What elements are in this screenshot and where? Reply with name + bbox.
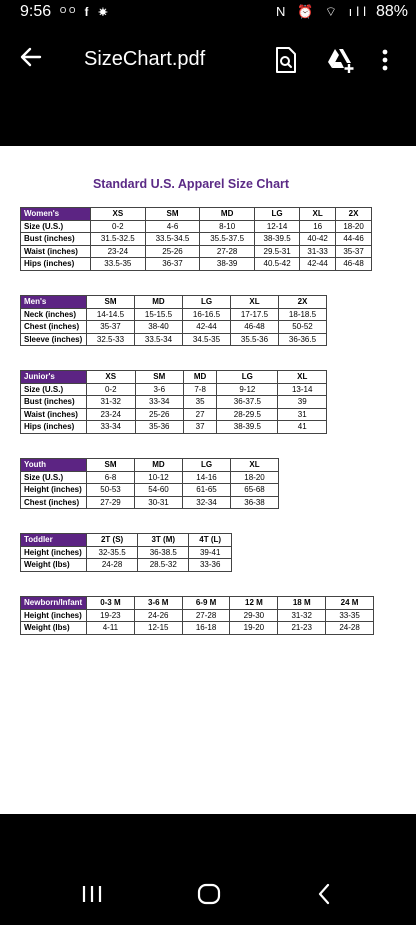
table-header xyxy=(21,208,372,221)
row-label: Height (inches) xyxy=(21,609,87,622)
table-cell: 33.5-35 xyxy=(91,258,146,271)
table-cell: 16-18 xyxy=(182,622,230,635)
status-bar xyxy=(0,0,416,28)
row-label: Size (U.S.) xyxy=(21,383,87,396)
table-row xyxy=(21,546,232,559)
row-label: Bust (inches) xyxy=(21,233,91,246)
row-label: Hips (inches) xyxy=(21,258,91,271)
table-cell: 29.5-31 xyxy=(254,245,299,258)
navigation-bar xyxy=(0,866,416,924)
table-header-row xyxy=(21,597,374,610)
column-header: 12 M xyxy=(230,597,278,610)
table-cell: 42-44 xyxy=(300,258,336,271)
table-cell: 50-52 xyxy=(279,321,327,334)
column-header: 2T (S) xyxy=(87,534,138,547)
table-header xyxy=(21,597,374,610)
table-cell: 32-34 xyxy=(183,496,231,509)
column-header: 0-3 M xyxy=(87,597,135,610)
table-cell: 6-8 xyxy=(87,471,135,484)
table-cell: 7-8 xyxy=(184,383,217,396)
table-cell: 38-39.5 xyxy=(217,421,278,434)
size-table-toddler xyxy=(20,533,232,572)
table-row xyxy=(21,396,327,409)
table-category: Youth xyxy=(21,459,87,472)
table-cell: 39-41 xyxy=(189,546,232,559)
table-row xyxy=(21,421,327,434)
document-title: SizeChart.pdf xyxy=(84,48,206,70)
row-label: Waist (inches) xyxy=(21,245,91,258)
table-cell: 24-28 xyxy=(326,622,374,635)
table-cell: 46-48 xyxy=(336,258,372,271)
table-cell: 18-20 xyxy=(231,471,279,484)
table-cell: 14-16 xyxy=(183,471,231,484)
table-cell: 10-12 xyxy=(135,471,183,484)
column-header: 24 M xyxy=(326,597,374,610)
table-cell: 27-28 xyxy=(182,609,230,622)
table-cell: 40.5-42 xyxy=(254,258,299,271)
column-header: LG xyxy=(183,459,231,472)
table-header xyxy=(21,534,232,547)
table-cell: 36-38.5 xyxy=(138,546,189,559)
row-label: Waist (inches) xyxy=(21,408,87,421)
table-cell: 35 xyxy=(184,396,217,409)
table-cell: 33-34 xyxy=(87,421,136,434)
table-body xyxy=(21,383,327,433)
table-cell: 38-40 xyxy=(135,321,183,334)
table-cell: 24-28 xyxy=(87,559,138,572)
table-cell: 35-37 xyxy=(336,245,372,258)
table-row xyxy=(21,496,279,509)
table-cell: 34.5-35 xyxy=(183,333,231,346)
table-row xyxy=(21,609,374,622)
table-cell: 31-32 xyxy=(87,396,136,409)
size-table-youth xyxy=(20,458,279,509)
table-header-row xyxy=(21,208,372,221)
table-row xyxy=(21,559,232,572)
size-table-womens xyxy=(20,207,372,271)
table-body xyxy=(21,609,374,634)
column-header: SM xyxy=(145,208,200,221)
table-body xyxy=(21,471,279,509)
table-cell: 35-36 xyxy=(135,421,184,434)
table-cell: 61-65 xyxy=(183,484,231,497)
table-cell: 3-6 xyxy=(135,383,184,396)
pdf-page xyxy=(0,146,416,814)
table-header-row xyxy=(21,296,327,309)
table-cell: 16-16.5 xyxy=(183,308,231,321)
table-row xyxy=(21,333,327,346)
table-cell: 39 xyxy=(278,396,327,409)
size-chart-title: Standard U.S. Apparel Size Chart xyxy=(92,177,290,191)
table-cell: 8-10 xyxy=(200,220,255,233)
app-bar xyxy=(0,34,416,88)
column-header: MD xyxy=(184,371,217,384)
search-document-icon[interactable] xyxy=(274,46,302,74)
table-cell: 4-11 xyxy=(87,622,135,635)
column-header: 2X xyxy=(336,208,372,221)
row-label: Height (inches) xyxy=(21,484,87,497)
table-category: Women's xyxy=(21,208,91,221)
table-row xyxy=(21,321,327,334)
system-status-icons: N ⏰ ⌔ ıll xyxy=(275,4,370,19)
table-cell: 16 xyxy=(300,220,336,233)
table-cell: 38-39 xyxy=(200,258,255,271)
row-label: Weight (lbs) xyxy=(21,622,87,635)
table-cell: 13-14 xyxy=(278,383,327,396)
column-header: MD xyxy=(200,208,255,221)
table-cell: 27 xyxy=(184,408,217,421)
table-cell: 27-29 xyxy=(87,496,135,509)
table-cell: 9-12 xyxy=(217,383,278,396)
table-header-row xyxy=(21,534,232,547)
table-cell: 35.5-36 xyxy=(231,333,279,346)
table-cell: 31-33 xyxy=(300,245,336,258)
table-header xyxy=(21,371,327,384)
column-header: 2X xyxy=(279,296,327,309)
table-cell: 37 xyxy=(184,421,217,434)
home-icon[interactable] xyxy=(196,874,222,925)
column-header: 6-9 M xyxy=(182,597,230,610)
table-cell: 36-36.5 xyxy=(279,333,327,346)
column-header: 4T (L) xyxy=(189,534,232,547)
table-cell: 35-37 xyxy=(87,321,135,334)
column-header: MD xyxy=(135,459,183,472)
back-nav-icon[interactable] xyxy=(314,874,334,925)
table-cell: 15-15.5 xyxy=(135,308,183,321)
table-cell: 33.5-34.5 xyxy=(145,233,200,246)
column-header: SM xyxy=(135,371,184,384)
column-header: 3-6 M xyxy=(134,597,182,610)
table-cell: 27-28 xyxy=(200,245,255,258)
column-header: LG xyxy=(183,296,231,309)
table-cell: 32.5-33 xyxy=(87,333,135,346)
table-cell: 33.5-34 xyxy=(135,333,183,346)
table-row xyxy=(21,233,372,246)
table-category: Junior's xyxy=(21,371,87,384)
table-cell: 36-37.5 xyxy=(217,396,278,409)
table-cell: 25-26 xyxy=(145,245,200,258)
table-cell: 12-15 xyxy=(134,622,182,635)
table-cell: 12-14 xyxy=(254,220,299,233)
table-cell: 65-68 xyxy=(231,484,279,497)
column-header: SM xyxy=(87,459,135,472)
row-label: Chest (inches) xyxy=(21,321,87,334)
table-cell: 33-34 xyxy=(135,396,184,409)
table-row xyxy=(21,245,372,258)
table-cell: 14-14.5 xyxy=(87,308,135,321)
table-cell: 32-35.5 xyxy=(87,546,138,559)
size-table-juniors xyxy=(20,370,327,434)
table-cell: 25-26 xyxy=(135,408,184,421)
table-header-row xyxy=(21,371,327,384)
table-row xyxy=(21,484,279,497)
recent-apps-icon[interactable] xyxy=(80,874,104,925)
column-header: LG xyxy=(217,371,278,384)
table-row xyxy=(21,220,372,233)
column-header: XL xyxy=(231,459,279,472)
size-table-newborn-infant xyxy=(20,596,374,635)
table-category: Newborn/Infant xyxy=(21,597,87,610)
column-header: XL xyxy=(231,296,279,309)
table-row xyxy=(21,383,327,396)
column-header: XS xyxy=(87,371,136,384)
table-cell: 30-31 xyxy=(135,496,183,509)
column-header: XS xyxy=(91,208,146,221)
column-header: 3T (M) xyxy=(138,534,189,547)
table-row xyxy=(21,258,372,271)
table-cell: 18-20 xyxy=(336,220,372,233)
size-table-mens xyxy=(20,295,327,346)
table-cell: 46-48 xyxy=(231,321,279,334)
table-row xyxy=(21,408,327,421)
table-cell: 31 xyxy=(278,408,327,421)
arrow-left-icon[interactable] xyxy=(18,44,44,75)
row-label: Hips (inches) xyxy=(21,421,87,434)
table-cell: 23-24 xyxy=(91,245,146,258)
table-cell: 19-23 xyxy=(87,609,135,622)
table-cell: 0-2 xyxy=(87,383,136,396)
table-header xyxy=(21,296,327,309)
row-label: Neck (inches) xyxy=(21,308,87,321)
table-cell: 29-30 xyxy=(230,609,278,622)
drive-add-icon[interactable] xyxy=(326,46,354,74)
table-cell: 0-2 xyxy=(91,220,146,233)
row-label: Size (U.S.) xyxy=(21,220,91,233)
column-header: LG xyxy=(254,208,299,221)
table-cell: 23-24 xyxy=(87,408,136,421)
table-cell: 33-35 xyxy=(326,609,374,622)
table-cell: 28-29.5 xyxy=(217,408,278,421)
table-cell: 31.5-32.5 xyxy=(91,233,146,246)
row-label: Chest (inches) xyxy=(21,496,87,509)
table-category: Toddler xyxy=(21,534,87,547)
table-cell: 17-17.5 xyxy=(231,308,279,321)
table-row xyxy=(21,471,279,484)
table-category: Men's xyxy=(21,296,87,309)
table-cell: 40-42 xyxy=(300,233,336,246)
battery-level: 88% xyxy=(375,3,408,20)
table-cell: 38-39.5 xyxy=(254,233,299,246)
table-cell: 36-37 xyxy=(145,258,200,271)
table-body xyxy=(21,308,327,346)
table-cell: 50-53 xyxy=(87,484,135,497)
more-vert-icon[interactable] xyxy=(380,46,408,74)
table-row xyxy=(21,308,327,321)
status-time: 9:56 xyxy=(20,3,52,20)
table-cell: 42-44 xyxy=(183,321,231,334)
row-label: Bust (inches) xyxy=(21,396,87,409)
table-cell: 21-23 xyxy=(278,622,326,635)
table-cell: 31-32 xyxy=(278,609,326,622)
table-body xyxy=(21,546,232,571)
table-header xyxy=(21,459,279,472)
row-label: Weight (lbs) xyxy=(21,559,87,572)
table-cell: 41 xyxy=(278,421,327,434)
column-header: XL xyxy=(278,371,327,384)
table-cell: 33-36 xyxy=(189,559,232,572)
table-cell: 18-18.5 xyxy=(279,308,327,321)
row-label: Size (U.S.) xyxy=(21,471,87,484)
table-cell: 4-6 xyxy=(145,220,200,233)
row-label: Sleeve (inches) xyxy=(21,333,87,346)
column-header: SM xyxy=(87,296,135,309)
row-label: Height (inches) xyxy=(21,546,87,559)
table-cell: 44-46 xyxy=(336,233,372,246)
column-header: MD xyxy=(135,296,183,309)
table-cell: 36-38 xyxy=(231,496,279,509)
table-cell: 35.5-37.5 xyxy=(200,233,255,246)
table-cell: 19-20 xyxy=(230,622,278,635)
column-header: 18 M xyxy=(278,597,326,610)
table-body xyxy=(21,220,372,270)
table-cell: 54-60 xyxy=(135,484,183,497)
table-header-row xyxy=(21,459,279,472)
column-header: XL xyxy=(300,208,336,221)
table-cell: 24-26 xyxy=(134,609,182,622)
table-cell: 28.5-32 xyxy=(138,559,189,572)
table-row xyxy=(21,622,374,635)
notification-icons: ᴼᴼ 𝐟 ☀ xyxy=(60,5,111,19)
